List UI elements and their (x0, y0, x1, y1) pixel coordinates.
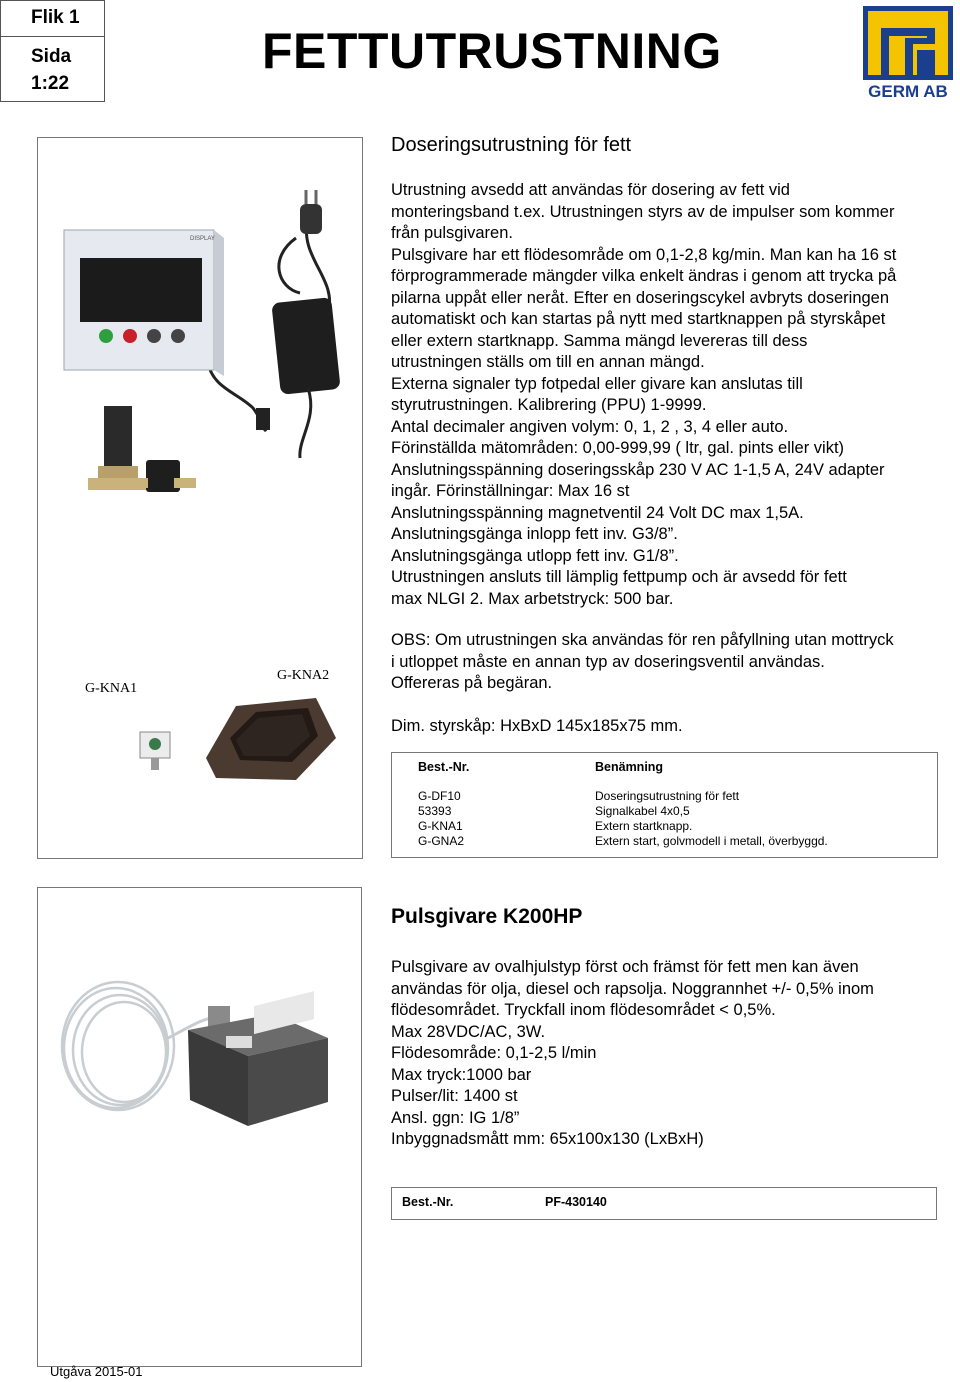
desc-line: Pulsgivare av ovalhjulstyp först och främst för fett men kan även (391, 958, 859, 976)
section-heading-pulse-sensor: Pulsgivare K200HP (391, 905, 583, 928)
desc-line: Pulsgivare har ett flödesområde om 0,1-2,8 kg/min. Man kan ha 16 st (391, 245, 897, 264)
desc-line: Antal decimaler angiven volym: 0, 1, 2 , 3, 4 eller auto. (391, 417, 789, 436)
desc-line: Utrustning avsedd att användas för dosering av fett vid (391, 181, 790, 199)
foot-pedal-icon (206, 698, 336, 780)
desc-line: Anslutningsgänga utlopp fett inv. G1/8”. (391, 546, 679, 565)
red-button-icon (123, 329, 137, 343)
description-cell: Extern start, golvmodell i metall, överbyggd. (595, 834, 828, 848)
sensor-order-table (391, 1187, 937, 1220)
order-nr-cell: 53393 (418, 804, 452, 818)
desc-line: pilarna uppåt eller neråt. Efter en doseringscykel avbryts doseringen (391, 288, 890, 307)
sida-label: Sida (31, 46, 72, 67)
caption-g-kna1: G-KNA1 (85, 681, 138, 696)
description-cell: Doseringsutrustning för fett (595, 789, 740, 803)
desc-line: Anslutningsspänning magnetventil 24 Volt DC max 1,5A. (391, 503, 804, 522)
order-nr-value: PF-430140 (545, 1195, 607, 1209)
description-header: Benämning (595, 760, 664, 774)
caption-g-kna2: G-KNA2 (277, 668, 330, 683)
desc-line: förprogrammerade mängder vilka enkelt ändras i genom att trycka på (391, 267, 897, 285)
obs-line: Offereras på begäran. (391, 674, 553, 692)
germ-ab-logo (863, 6, 953, 100)
desc-line: Utrustningen ansluts till lämplig fettpump och är avsedd för fett (391, 568, 847, 586)
order-table (391, 752, 938, 858)
description-cell: Extern startknapp. (595, 819, 693, 833)
order-nr-header: Best.-Nr. (402, 1195, 454, 1209)
flik-label: Flik 1 (1, 1, 104, 37)
power-adapter-icon (271, 297, 340, 395)
solenoid-valve-icon (104, 406, 132, 466)
desc-line: max NLGI 2. Max arbetstryck: 500 bar. (391, 589, 674, 608)
sida-value: 1:22 (31, 73, 70, 94)
order-nr-cell: G-DF10 (418, 789, 461, 803)
desc-line: flödesområdet. Tryckfall inom flödesområdet < 0,5%. (391, 1001, 776, 1019)
desc-line: eller extern startknapp. Samma mängd levereras till dess (391, 331, 808, 350)
desc-line: Inbyggnadsmått mm: 65x100x130 (LxBxH) (391, 1130, 704, 1148)
desc-line: Anslutningsspänning doseringsskåp 230 V AC 1-1,5 A, 24V adapter (391, 460, 885, 479)
desc-line: Externa signaler typ fotpedal eller givare kan anslutas till (391, 374, 803, 393)
desc-line: utrustningen ställs om till en annan mängd. (391, 353, 705, 371)
order-nr-header: Best.-Nr. (418, 760, 470, 774)
pulse-sensor-illustration (38, 888, 361, 1366)
desc-line: Förinställda mätområden: 0,00-999,99 ( ltr, gal. pints eller vikt) (391, 439, 845, 457)
desc-line: Max 28VDC/AC, 3W. (391, 1022, 546, 1041)
section-heading-dosing: Doseringsutrustning för fett (391, 134, 632, 156)
obs-line: i utloppet måste en annan typ av doseringsventil användas. (391, 652, 825, 671)
desc-line: Flödesområde: 0,1-2,5 l/min (391, 1044, 597, 1062)
product-photo-frame (37, 137, 363, 859)
desc-line: automatiskt och kan startas på nytt med startknappen på styrskåpet (391, 310, 886, 328)
power-plug-icon (300, 204, 322, 234)
description-cell: Signalkabel 4x0,5 (595, 804, 690, 818)
dosing-description (391, 180, 896, 610)
order-nr-cell: G-GNA2 (418, 834, 465, 848)
desc-line: monteringsband t.ex. Utrustningen styrs av de impulser som kommer (391, 202, 895, 221)
dosing-equipment-illustration (38, 138, 362, 858)
logo-text: GERM AB (868, 82, 948, 100)
desc-line: ingår. Förinställningar: Max 16 st (391, 482, 630, 500)
desc-line: från pulsgivaren. (391, 224, 513, 242)
down-arrow-button-icon (171, 329, 185, 343)
green-button-icon (99, 329, 113, 343)
desc-line: Max tryck:1000 bar (391, 1065, 532, 1084)
desc-line: Pulser/lit: 1400 st (391, 1087, 518, 1105)
tab-page-box (0, 0, 105, 102)
device-display-label: DISPLAY (190, 236, 215, 242)
obs-note (391, 630, 894, 695)
desc-line: Ansl. ggn: IG 1/8” (391, 1108, 520, 1127)
obs-line: OBS: Om utrustningen ska användas för ren påfyllning utan mottryck (391, 631, 894, 649)
desc-line: Anslutningsgänga inlopp fett inv. G3/8”. (391, 525, 678, 543)
page-title: FETTUTRUSTNING (262, 23, 722, 79)
pulse-sensor-description (391, 957, 874, 1151)
edition-footer: Utgåva 2015-01 (50, 1364, 143, 1379)
cabinet-dimensions: Dim. styrskåp: HxBxD 145x185x75 mm. (391, 717, 683, 735)
desc-line: användas för olja, diesel och rapsolja. Noggrannhet +/- 0,5% inom (391, 979, 874, 998)
sensor-photo-frame (37, 887, 362, 1367)
desc-line: styrutrustningen. Kalibrering (PPU) 1-9999. (391, 396, 707, 414)
up-arrow-button-icon (147, 329, 161, 343)
order-nr-cell: G-KNA1 (418, 819, 463, 833)
